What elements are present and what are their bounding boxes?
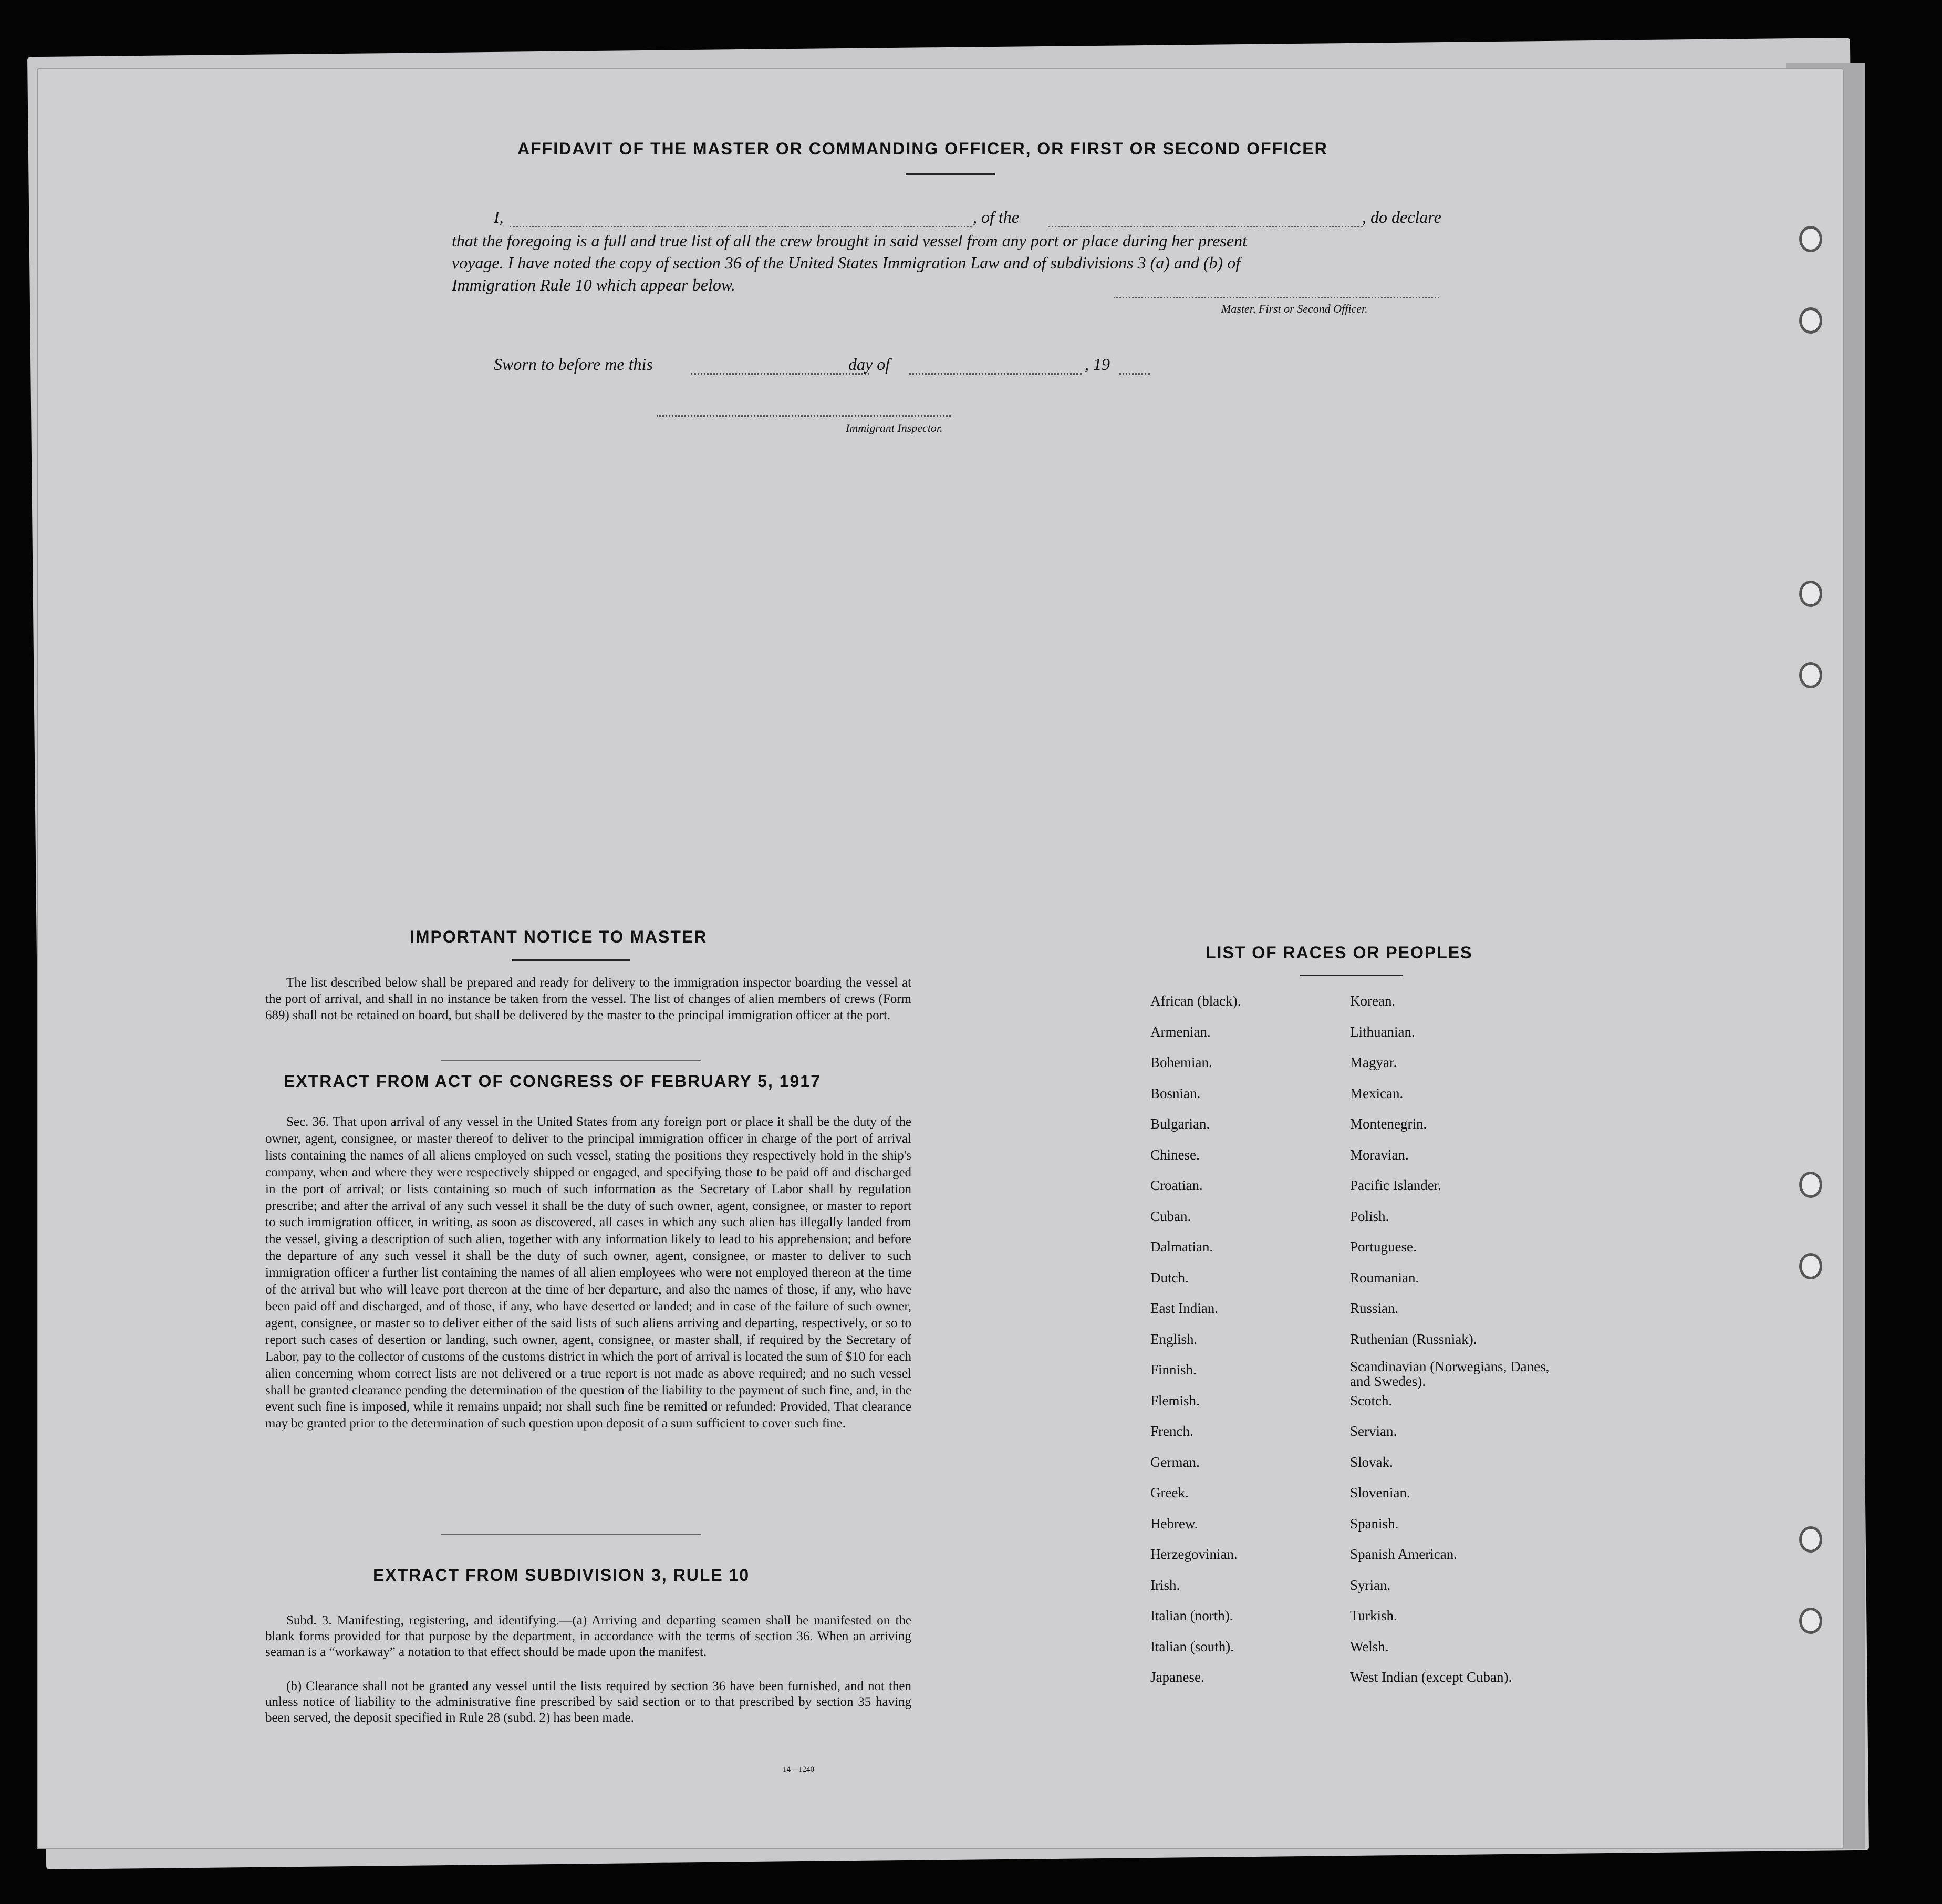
officer-signature-field[interactable]	[1114, 297, 1439, 298]
race-item: Moravian.	[1350, 1146, 1409, 1163]
race-item: Flemish.	[1150, 1392, 1200, 1409]
race-item: Chinese.	[1150, 1146, 1200, 1163]
title-rule	[906, 173, 995, 175]
sworn-day-of: day of	[848, 355, 890, 374]
form-number: 14—1240	[783, 1765, 814, 1774]
race-item: African (black).	[1150, 993, 1241, 1009]
race-item: Polish.	[1350, 1208, 1389, 1224]
race-item: Scandinavian (Norwegians, Danes, and Swedes).	[1350, 1359, 1550, 1389]
notice-text: The list described below shall be prepared and ready for delivery to the immigration inspector boarding the vessel at the port of arrival, and shall in no instance be taken from the vessel. The list of changes of alien members of crews (Form 689) shall not be retained on board, but shall be delivered by the master to the principal immigration officer at the port.	[265, 976, 911, 1022]
race-item: Ruthenian (Russniak).	[1350, 1331, 1477, 1347]
race-item: German.	[1150, 1454, 1200, 1470]
race-item: Hebrew.	[1150, 1515, 1198, 1532]
binder-hole-icon	[1799, 1526, 1822, 1553]
race-item: Japanese.	[1150, 1669, 1204, 1685]
race-item: Lithuanian.	[1350, 1023, 1415, 1040]
race-item: Dutch.	[1150, 1269, 1189, 1286]
race-item: Korean.	[1350, 993, 1396, 1009]
binder-hole-icon	[1799, 307, 1822, 334]
race-item: Dalmatian.	[1150, 1239, 1213, 1255]
race-item: Cuban.	[1150, 1208, 1191, 1224]
extract-rule-para-a: Subd. 3. Manifesting, registering, and identifying.—(a) Arriving and departing seamen shall be manifested on the blank forms provided for that purpose by the department, in accordance with the terms of section 36. When an arriving seaman is a “workaway” a notation to that effect should be made upon the manifest.	[265, 1613, 911, 1659]
binder-hole-icon	[1799, 1608, 1822, 1634]
extract-rule-title: EXTRACT FROM SUBDIVISION 3, RULE 10	[373, 1566, 750, 1585]
binder-hole-icon	[1799, 226, 1822, 252]
races-left-column	[1150, 990, 1241, 1698]
vessel-field[interactable]	[1048, 226, 1363, 227]
race-item: Syrian.	[1350, 1577, 1391, 1593]
binder-hole-icon	[1799, 1253, 1822, 1279]
sworn-day-field[interactable]	[691, 373, 869, 375]
divider	[441, 1534, 701, 1535]
race-item: Servian.	[1350, 1423, 1397, 1439]
inspector-label: Immigrant Inspector.	[846, 421, 943, 434]
race-item: English.	[1150, 1331, 1198, 1347]
divider	[441, 1060, 701, 1061]
race-item: Spanish.	[1350, 1515, 1399, 1532]
binder-hole-icon	[1799, 1172, 1822, 1198]
sworn-month-field[interactable]	[909, 373, 1082, 375]
race-item: Italian (south).	[1150, 1638, 1234, 1654]
affidavit-title: AFFIDAVIT OF THE MASTER OR COMMANDING OFFICER, OR FIRST OR SECOND OFFICER	[517, 139, 1328, 158]
race-item: Finnish.	[1150, 1362, 1197, 1378]
race-item: Herzegovinian.	[1150, 1546, 1238, 1562]
race-item: Greek.	[1150, 1485, 1189, 1501]
binder-hole-icon	[1799, 662, 1822, 688]
sworn-year: , 19	[1085, 355, 1110, 374]
race-item: Croatian.	[1150, 1177, 1203, 1193]
race-item: Scotch.	[1350, 1392, 1393, 1409]
form-sheet	[37, 68, 1844, 1849]
affidavit-line4: Immigration Rule 10 which appear below.	[452, 275, 735, 294]
race-item: Portuguese.	[1350, 1239, 1417, 1255]
race-item: Slovak.	[1350, 1454, 1393, 1470]
extract-act-title: EXTRACT FROM ACT OF CONGRESS OF FEBRUARY 5, 1917	[284, 1072, 821, 1091]
affidavit-line2: that the foregoing is a full and true list of all the crew brought in said vessel from any port or place during her present	[452, 231, 1247, 250]
race-item: Mexican.	[1350, 1085, 1404, 1101]
race-item: French.	[1150, 1423, 1193, 1439]
race-item: Bulgarian.	[1150, 1116, 1210, 1132]
race-item: Bosnian.	[1150, 1085, 1201, 1101]
inspector-signature-field[interactable]	[657, 415, 951, 417]
races-right-column	[1350, 990, 1571, 1698]
affidavit-do-declare: , do declare	[1362, 208, 1441, 226]
affidavit-i: I,	[494, 208, 504, 226]
race-item: Roumanian.	[1350, 1269, 1419, 1286]
race-item: Pacific Islander.	[1350, 1177, 1441, 1193]
binder-hole-icon	[1799, 581, 1822, 607]
race-item: Welsh.	[1350, 1638, 1389, 1654]
notice-title: IMPORTANT NOTICE TO MASTER	[410, 927, 708, 946]
sworn-year-field[interactable]	[1119, 373, 1150, 375]
extract-act-text: Sec. 36. That upon arrival of any vessel in the United States from any foreign port or place it shall be the duty of the owner, agent, consignee, or master thereof to deliver to the principal immigration officer in charge of the port of arrival lists containing the names of all aliens employed on such vessel, stating the positions they respectively hold in the ship's company, when and where they were respectively shipped or engaged, and specifying those to be paid off and discharged in the port of arrival; or lists containing so much of such information as the Secretary of Labor shall by regulation prescribe; and after the arrival of any such vessel it shall be the duty of such owner, agent, consignee, or master to report to such immigration officer, in writing, as soon as discovered, all cases in which any such alien has illegally landed from the vessel, giving a description of such alien, together with any information likely to lead to his apprehension; and before the departure of any such vessel it shall be the duty of such owner, agent, consignee, or master to deliver to such immigration officer a further list containing the names of all alien employees who were not employed thereon at the time of the arrival but who will leave port thereon at the time of her departure, and also the names of those, if any, who have been paid off and discharged, and of those, if any, who have deserted or landed; and in case of the failure of such owner, agent, consignee, or master so to deliver either of the said lists of such aliens arriving and departing, respectively, or so to report such cases of desertion or landing, such owner, agent, consignee, or master shall, if required by the Secretary of Labor, pay to the collector of customs of the customs district in which the port of arrival is located the sum of $10 for each alien concerning whom correct lists are not delivered or a true report is not made as above required; and no such vessel shall be granted clearance pending the determination of the question of the liability to the payment of such fine, and, in the event such fine is imposed, while it remains unpaid; nor shall such fine be remitted or refunded: Provided, That clearance may be granted prior to the determination of such question upon deposit of a sum sufficient to cover such fine.	[265, 1115, 911, 1431]
race-item: West Indian (except Cuban).	[1350, 1669, 1512, 1685]
sworn-prefix: Sworn to before me this	[494, 355, 653, 374]
race-item: Turkish.	[1350, 1608, 1397, 1623]
races-rule	[1300, 975, 1403, 976]
name-field[interactable]	[510, 226, 972, 227]
race-item: Bohemian.	[1150, 1054, 1212, 1070]
race-item: Armenian.	[1150, 1023, 1211, 1040]
race-item: Montenegrin.	[1350, 1116, 1427, 1132]
race-item: Magyar.	[1350, 1054, 1397, 1070]
races-title: LIST OF RACES OR PEOPLES	[1206, 943, 1473, 962]
race-item: Irish.	[1150, 1577, 1180, 1593]
race-item: Italian (north).	[1150, 1608, 1233, 1623]
affidavit-line3: voyage. I have noted the copy of section 36 of the United States Immigration Law and of subdivisions 3 (a) and (b) of	[452, 253, 1241, 272]
affidavit-of-the: , of the	[973, 208, 1019, 226]
race-item: East Indian.	[1150, 1300, 1218, 1316]
race-item: Russian.	[1350, 1300, 1399, 1316]
extract-rule-para-b: (b) Clearance shall not be granted any vessel until the lists required by section 36 have been furnished, and not then unless notice of liability to the administrative fine prescribed by said section or to that prescribed by section 35 having been served, the deposit specified in Rule 28 (subd. 2) has been made.	[265, 1679, 911, 1725]
race-item: Spanish American.	[1350, 1546, 1457, 1562]
officer-signature-label: Master, First or Second Officer.	[1221, 302, 1368, 315]
race-item: Slovenian.	[1350, 1485, 1410, 1501]
notice-rule	[512, 959, 630, 961]
